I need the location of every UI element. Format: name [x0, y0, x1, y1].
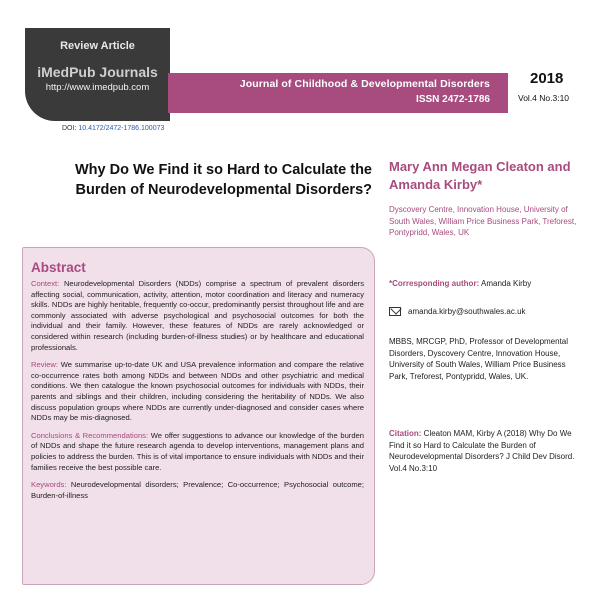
doi-label: DOI:	[62, 125, 77, 132]
section-label: Context:	[31, 279, 60, 288]
doi-line	[62, 125, 164, 132]
section-text: Neurodevelopmental Disorders (NDDs) comprise a spectrum of prevalent disorders affecting social, communication, activity, attention, motor coordination and literacy and numeracy skills. NDDs are highly heritable, frequently co-occur, predominantly persist throughout life and are commonly associated with adverse psychological and psychosocial outcomes for both the individual and their family. However, these features of NDDs are rarely acknowledged or considered within research (including burden-of-illness studies) or by healthcare and educational professionals.	[31, 279, 364, 352]
abstract-review	[31, 360, 364, 424]
corresponding-label: *Corresponding author:	[389, 279, 480, 288]
publication-year: 2018	[530, 70, 564, 87]
publisher-name: iMedPub Journals	[37, 64, 158, 80]
section-label: Conclusions & Recommendations:	[31, 430, 149, 440]
section-text: Neurodevelopmental disorders; Prevalence; Co-occurrence; Psychosocial outcome; Burden-of-illness	[31, 480, 364, 500]
volume-issue: Vol.4 No.3:10	[518, 93, 570, 103]
abstract-heading: Abstract	[31, 260, 86, 275]
author-email[interactable]: amanda.kirby@southwales.ac.uk	[408, 307, 526, 316]
abstract-keywords	[31, 480, 364, 501]
section-label: Review:	[31, 360, 59, 370]
abstract-box	[22, 247, 375, 585]
abstract-conclusions	[31, 431, 364, 473]
section-text: We summarise up-to-date UK and USA prevalence information and compare the relative co-occurrence rates both among NDDs and between NDDs and other psychiatric and medical conditions. We then catalogue the known psychosocial outcomes for individuals with NDDs, their parents and siblings and their children, including considering the heritability of NDDs. We also discuss population groups where NDDs are currently under-diagnosed and consider cases where NDDs may be mis-diagnosed.	[31, 360, 364, 423]
email-row	[389, 307, 526, 316]
citation-label: Citation:	[389, 429, 422, 438]
section-text: We offer suggestions to advance our knowledge of the burden of NDDs and shape the future research agenda to develop interventions, management plans and policies to address the burden. This is of vital importance to ensure individuals with NDDs and their families receive the best possible care.	[31, 430, 364, 472]
article-title: Why Do We Find it so Hard to Calculate the Burden of Neurodevelopmental Disorders?	[74, 162, 372, 198]
publisher-badge	[25, 28, 170, 121]
citation-text: Cleaton MAM, Kirby A (2018) Why Do We Find it so Hard to Calculate the Burden of Neurodevelopmental Disorders? J Child Dev Disord. Vol.4 No.3:10	[389, 429, 575, 473]
citation-block	[389, 428, 584, 474]
doi-link[interactable]: 10.4172/2472-1786.100073	[78, 125, 165, 132]
publisher-url[interactable]: http://www.imedpub.com	[45, 82, 150, 93]
journal-name: Journal of Childhood & Developmental Disorders	[239, 78, 490, 90]
author-affiliation: Dyscovery Centre, Innovation House, University of South Wales, William Price Business Park, Treforest, Pontypridd, Wales, UK	[389, 205, 577, 237]
author-credentials: MBBS, MRCGP, PhD, Professor of Developmental Disorders, Dyscovery Centre, Innovation House, University of South Wales, William Price Business Park, Treforest, Pontypridd, Wales, UK.	[389, 337, 569, 381]
article-type: Review Article	[60, 40, 135, 52]
corresponding-name: Amanda Kirby	[481, 279, 532, 288]
journal-issn: ISSN 2472-1786	[416, 94, 490, 105]
journal-banner	[168, 73, 508, 113]
section-label: Keywords:	[31, 480, 67, 490]
corresponding-author	[389, 279, 531, 288]
author-list: Mary Ann Megan Cleaton and Amanda Kirby*	[389, 159, 571, 192]
abstract-context	[31, 279, 364, 353]
envelope-icon	[389, 307, 401, 316]
